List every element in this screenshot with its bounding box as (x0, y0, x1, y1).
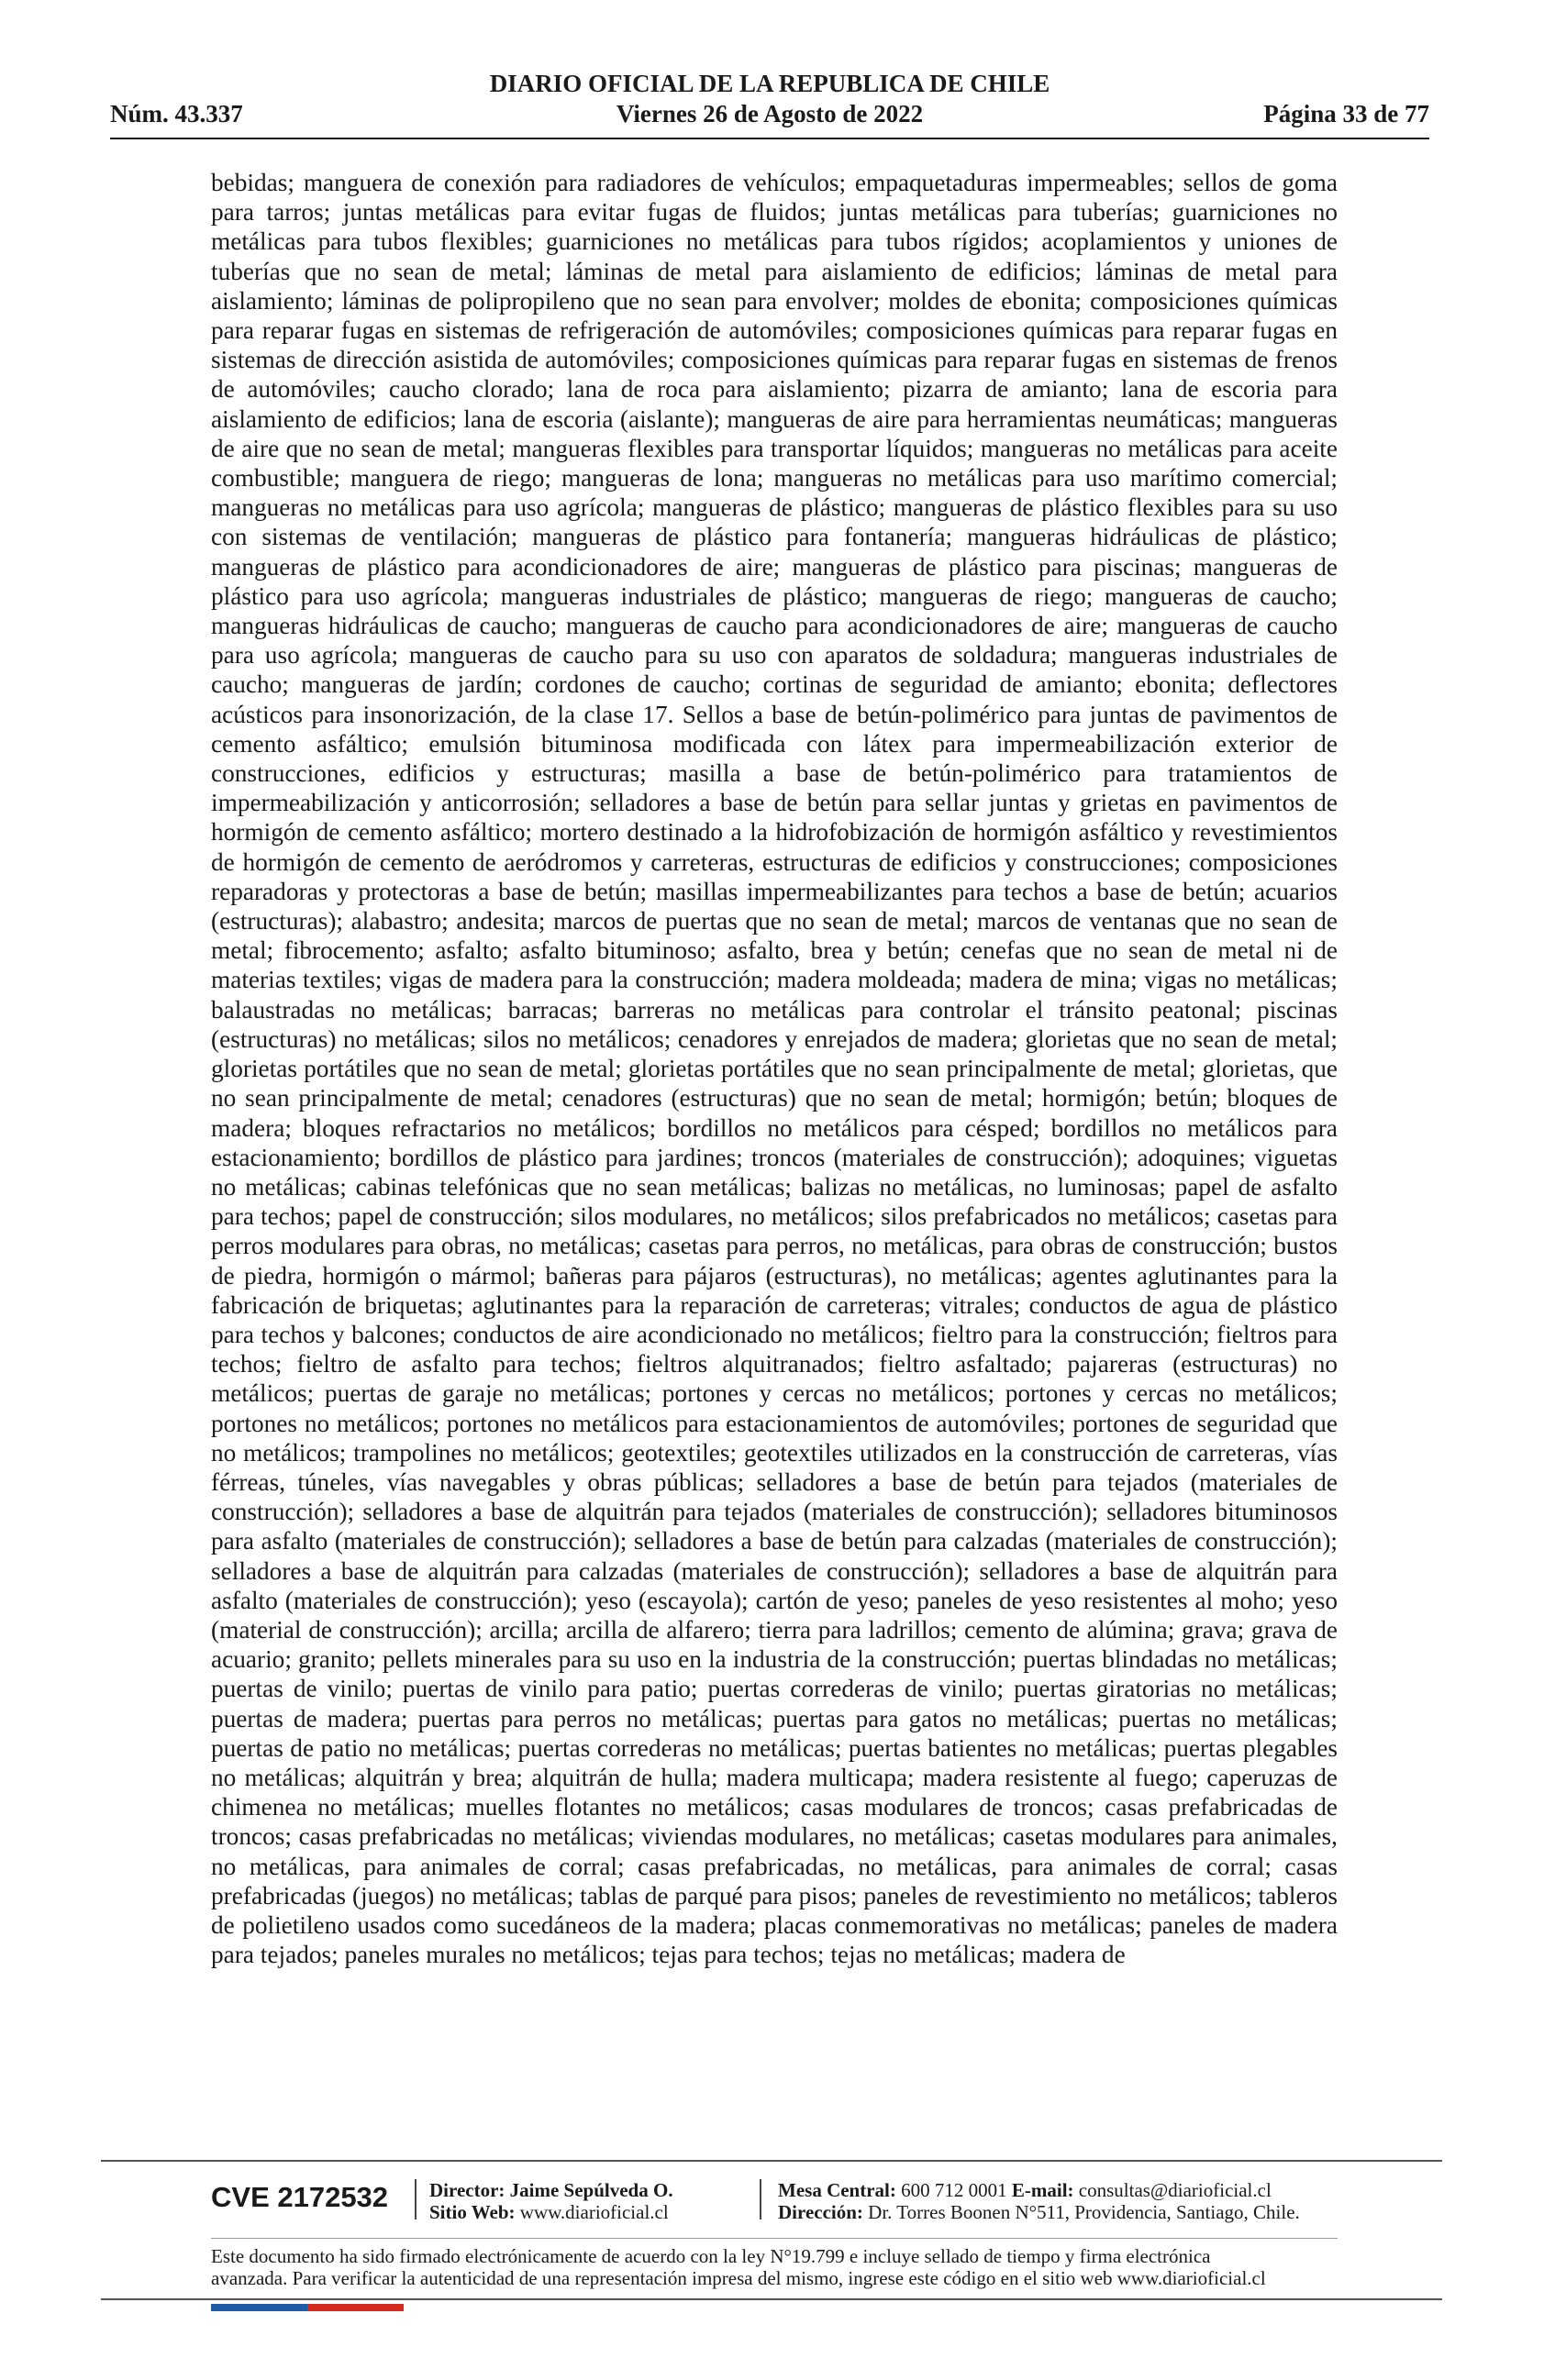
footer-director-block: Director: Jaime Sepúlveda O. Sitio Web: www.diarioficial.cl (429, 2179, 673, 2223)
cve-code: CVE 2172532 (211, 2181, 389, 2213)
flag-stripe-red (307, 2304, 404, 2311)
header-divider (110, 138, 1429, 139)
footer-separator (415, 2179, 417, 2219)
footer-inner-divider (211, 2238, 1338, 2239)
address: Dr. Torres Boonen N°511, Providencia, Santiago, Chile. (868, 2201, 1300, 2223)
phone-number: 600 712 0001 (901, 2179, 1007, 2201)
footer-divider (101, 2160, 1442, 2162)
footer-contact-block: Mesa Central: 600 712 0001 E-mail: consultas@diarioficial.cl Dirección: Dr. Torres Boonen N°511, Providencia, Santiago, Chile. (778, 2179, 1300, 2223)
issue-number: Núm. 43.337 (110, 100, 243, 127)
body-paragraph: bebidas; manguera de conexión para radiadores de vehículos; empaquetaduras impermeables; sellos de goma para tarros; juntas metálicas para evitar fugas de fluidos; juntas metálicas para tuberías; guarniciones no metálicas para tubos flexibles; guarniciones no metálicas para tubos rígidos; acoplamientos y uniones de tuberías que no sean de metal; láminas de metal para aislamiento de edificios; láminas de metal para aislamiento; láminas de polipropileno que no sean para envolver; moldes de ebonita; composiciones químicas para reparar fugas en sistemas de refrigeración de automóviles; composiciones químicas para reparar fugas en sistemas de dirección asistida de automóviles; composiciones químicas para reparar fugas en sistemas de frenos de automóviles; caucho clorado; lana de roca para aislamiento; pizarra de amianto; lana de escoria para aislamiento de edificios; lana de escoria (aislante); mangueras de aire para herramientas neumáticas; mangueras de aire que no sean de metal; mangueras flexibles para transportar líquidos; mangueras no metálicas para aceite combustible; manguera de riego; mangueras de lona; mangueras no metálicas para uso marítimo comercial; mangueras no metálicas para uso agrícola; mangueras de plástico; mangueras de plástico flexibles para su uso con sistemas de ventilación; mangueras de plástico para fontanería; mangueras hidráulicas de plástico; mangueras de plástico para acondicionadores de aire; mangueras de plástico para piscinas; mangueras de plástico para uso agrícola; mangueras industriales de plástico; mangueras de riego; mangueras de caucho; mangueras hidráulicas de caucho; mangueras de caucho para acondicionadores de aire; mangueras de caucho para uso agrícola; mangueras de caucho para su uso con aparatos de soldadura; mangueras industriales de caucho; mangueras de jardín; cordones de caucho; cortinas de seguridad de amianto; ebonita; deflectores acústicos para insonorización, de la clase 17. Sellos a base de betún-polimérico para juntas de pavimentos de cemento asfáltico; emulsión bituminosa modificada con látex para impermeabilización exterior de construcciones, edificios y estructuras; masilla a base de betún-polimérico para tratamientos de impermeabilización y anticorrosión; selladores a base de betún para sellar juntas y grietas en pavimentos de hormigón de cemento asfáltico; mortero destinado a la hidrofobización de hormigón asfáltico y revestimientos de hormigón de cemento de aeródromos y carreteras, estructuras de edificios y construcciones; composiciones reparadoras y protectoras a base de betún; masillas impermeabilizantes para techos a base de betún; acuarios (estructuras); alabastro; andesita; marcos de puertas que no sean de metal; marcos de ventanas que no sean de metal; fibrocemento; asfalto; asfalto bituminoso; asfalto, brea y betún; cenefas que no sean de metal ni de materias textiles; vigas de madera para la construcción; madera moldeada; madera de mina; vigas no metálicas; balaustradas no metálicas; barracas; barreras no metálicas para controlar el tránsito peatonal; piscinas (estructuras) no metálicas; silos no metálicos; cenadores y enrejados de madera; glorietas que no sean de metal; glorietas portátiles que no sean de metal; glorietas portátiles que no sean principalmente de metal; glorietas, que no sean principalmente de metal; cenadores (estructuras) que no sean de metal; hormigón; betún; bloques de madera; bloques refractarios no metálicos; bordillos no metálicos para césped; bordillos no metálicos para estacionamiento; bordillos de plástico para jardines; troncos (materiales de construcción); adoquines; viguetas no metálicas; cabinas telefónicas que no sean metálicas; balizas no metálicas, no luminosas; papel de asfalto para techos; papel de construcción; silos modulares, no metálicos; silos prefabricados no metálicos; casetas para perros modulares para obras, no metálicas; casetas para perros, no metálicas, para obras de construcción; bustos de piedra, hormigón o mármol; bañeras para pájaros (estructuras), no metálicas; agentes aglutinantes para la fabricación de briquetas; aglutinantes para la reparación de carreteras; vitrales; conductos de agua de plástico para techos y balcones; conductos de aire acondicionado no metálicos; fieltro para la construcción; fieltros para techos; fieltro de asfalto para techos; fieltros alquitranados; fieltro asfaltado; pajareras (estructuras) no metálicos; puertas de garaje no metálicas; portones y cercas no metálicos; portones y cercas no metálicos; portones no metálicos; portones no metálicos para estacionamientos de automóviles; portones de seguridad que no metálicos; trampolines no metálicos; geotextiles; geotextiles utilizados en la construcción de carreteras, vías férreas, túneles, vías navegables y obras públicas; selladores a base de betún para tejados (materiales de construcción); selladores a base de alquitrán para tejados (materiales de construcción); selladores bituminosos para asfalto (materiales de construcción); selladores a base de betún para calzadas (materiales de construcción); selladores a base de alquitrán para calzadas (materiales de construcción); selladores a base de alquitrán para asfalto (materiales de construcción); yeso (escayola); cartón de yeso; paneles de yeso resistentes al moho; yeso (material de construcción); arcilla; arcilla de alfarero; tierra para ladrillos; cemento de alúmina; grava; grava de acuario; granito; pellets minerales para su uso en la industria de la construcción; puertas blindadas no metálicas; puertas de vinilo; puertas de vinilo para patio; puertas correderas de vinilo; puertas giratorias no metálicas; puertas de madera; puertas para perros no metálicas; puertas para gatos no metálicas; puertas no metálicas; puertas de patio no metálicas; puertas correderas no metálicas; puertas batientes no metálicas; puertas plegables no metálicas; alquitrán y brea; alquitrán de hulla; madera multicapa; madera resistente al fuego; caperuzas de chimenea no metálicas; muelles flotantes no metálicos; casas modulares de troncos; casas prefabricadas de troncos; casas prefabricadas no metálicas; viviendas modulares, no metálicas; casetas modulares para animales, no metálicas, para animales de corral; casas prefabricadas, no metálicas, para animales de corral; casas prefabricadas (juegos) no metálicas; tablas de parqué para pisos; paneles de revestimiento no metálicos; tableros de polietileno usados como sucedáneos de la madera; placas conmemorativas no metálicas; paneles de madera para tejados; paneles murales no metálicos; tejas para techos; tejas no metálicas; madera de (211, 169, 1338, 1969)
flag-stripe-blue (211, 2304, 307, 2311)
page-number: Página 33 de 77 (1263, 100, 1429, 127)
director-name: Jaime Sepúlveda O. (509, 2179, 673, 2201)
publication-title: DIARIO OFICIAL DE LA REPUBLICA DE CHILE Viernes 26 de Agosto de 2022 (110, 69, 1429, 129)
website-link[interactable]: www.diarioficial.cl (519, 2201, 669, 2223)
page-header (110, 69, 1429, 133)
footer-separator (760, 2179, 761, 2219)
bottom-divider (101, 2298, 1442, 2300)
issue-date: Viernes 26 de Agosto de 2022 (616, 100, 924, 127)
email-link[interactable]: consultas@diarioficial.cl (1078, 2179, 1272, 2201)
legal-notice: Este documento ha sido firmado electrónicamente de acuerdo con la ley N°19.799 e incluye sellado de tiempo y firma electrónica avanzada. Para verificar la autenticidad de una representación impresa del mismo, ingrese este código en el sitio web www.diarioficial.cl (211, 2245, 1266, 2289)
